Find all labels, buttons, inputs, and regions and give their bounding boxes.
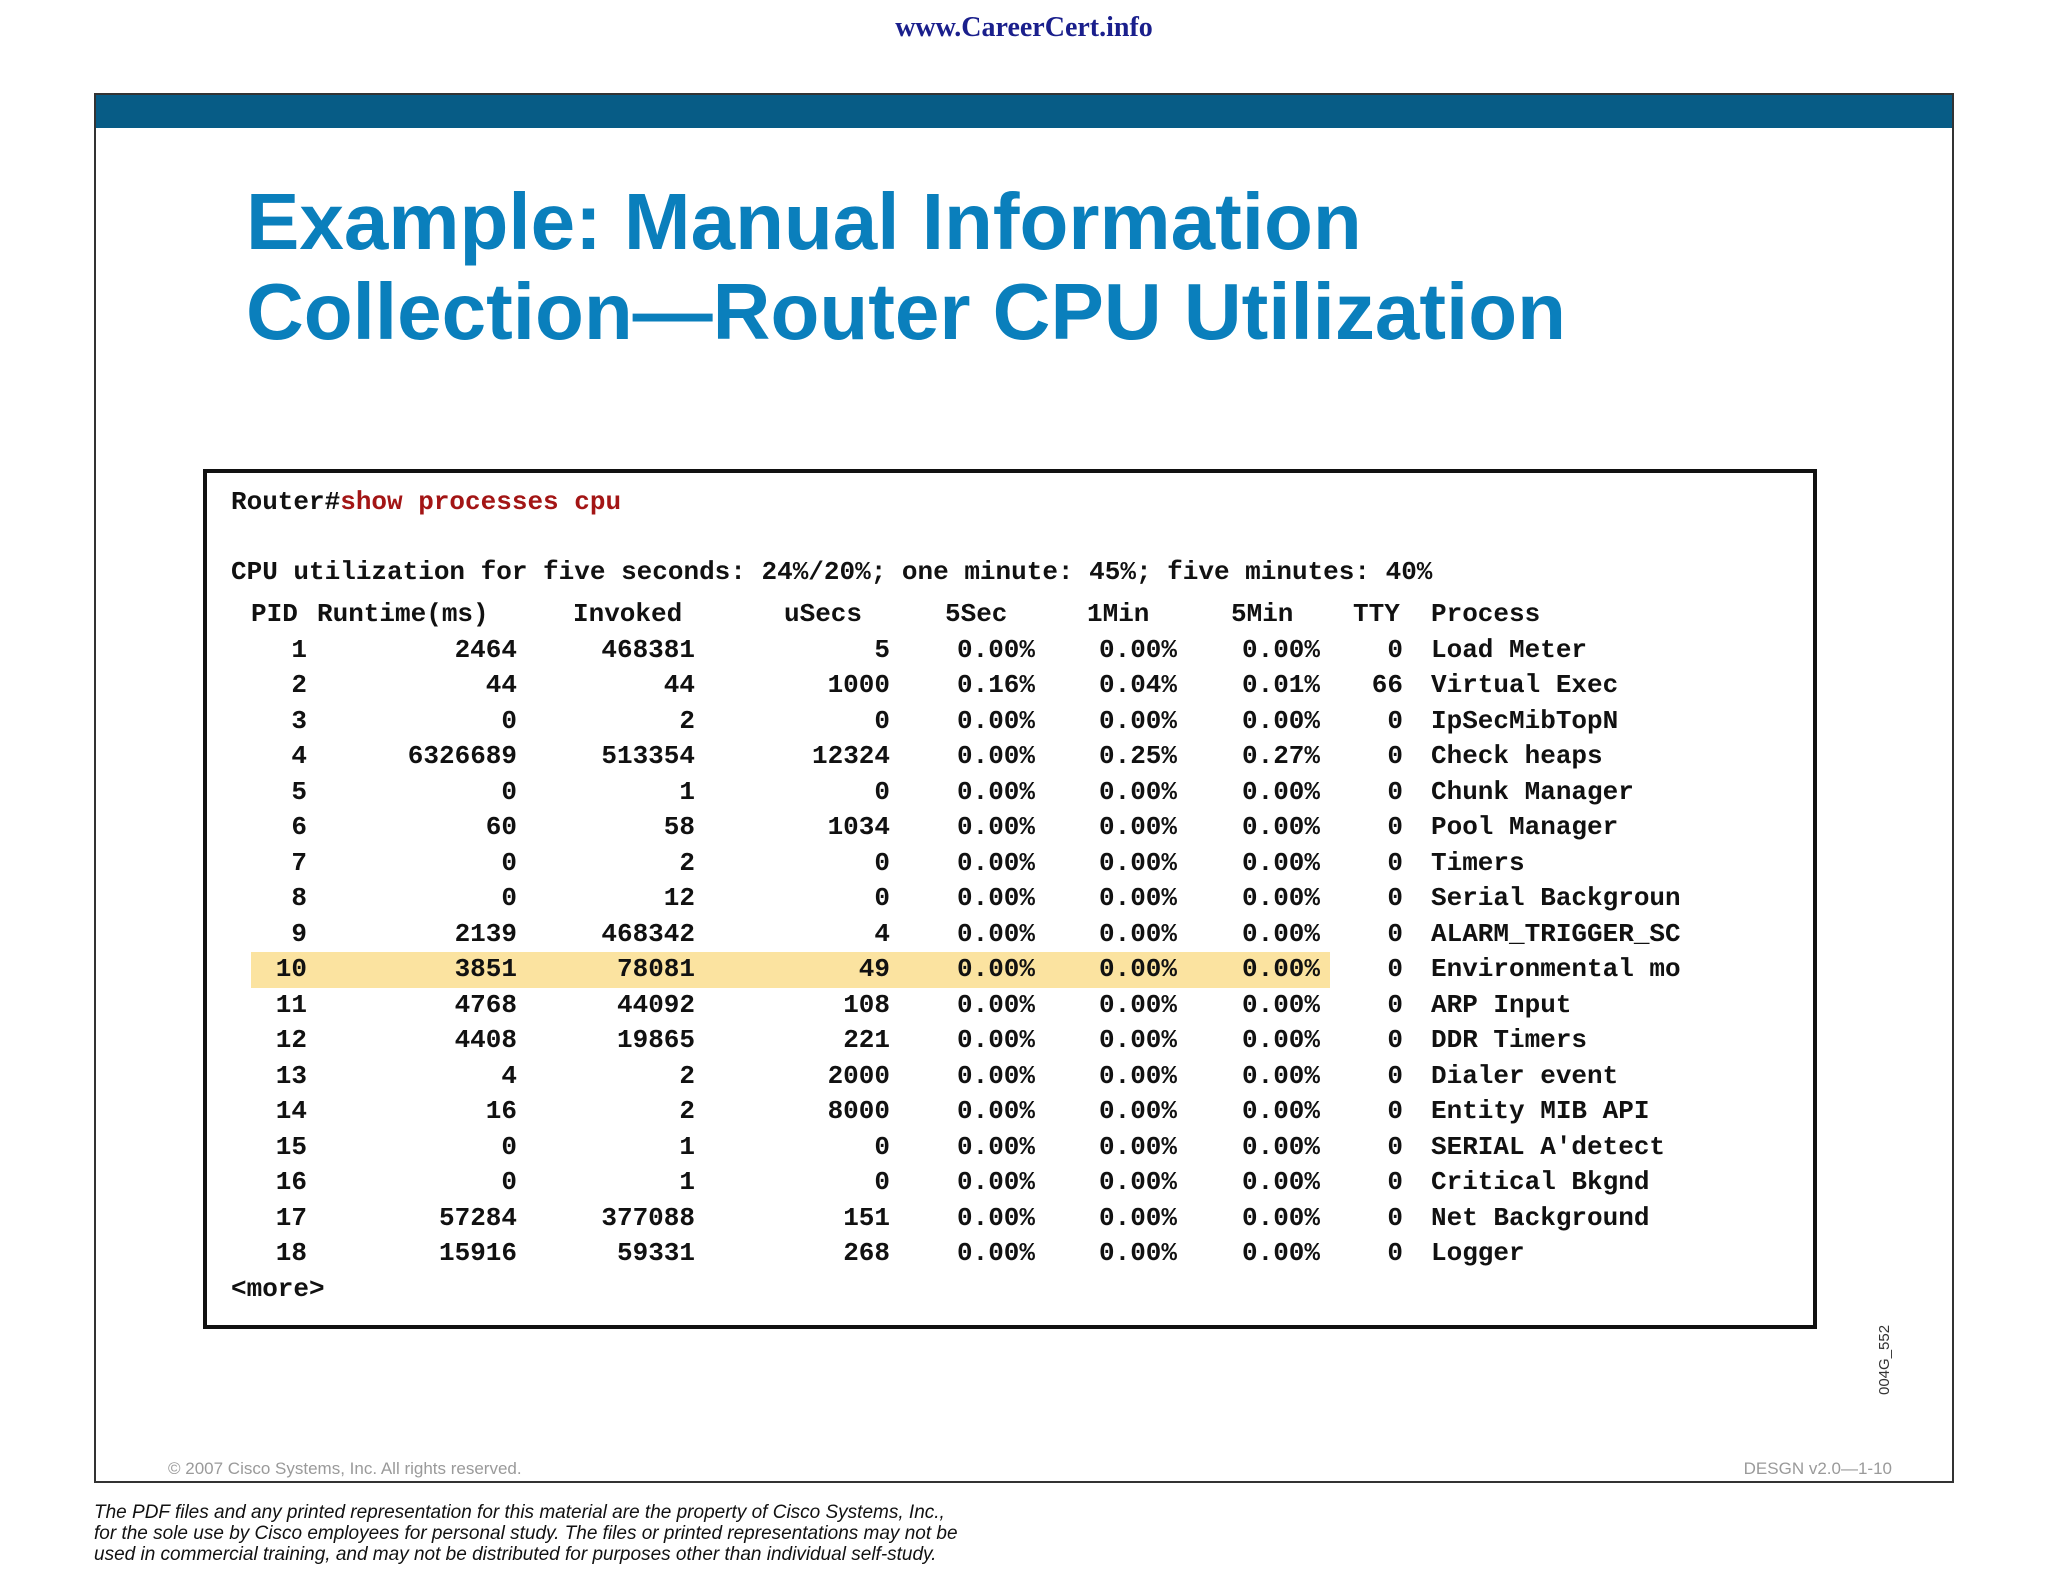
cell-5min: 0.00%	[1241, 989, 1320, 1020]
cell-invoked: 78081	[616, 954, 695, 984]
table-row	[207, 988, 1813, 1024]
cell-process: ALARM_TRIGGER_SC	[1431, 918, 1681, 949]
cell-usecs: 1034	[827, 812, 890, 842]
cell-tty: 0	[1387, 1131, 1403, 1162]
table-row	[207, 1201, 1813, 1237]
column-header-process: Process	[1431, 599, 1541, 629]
column-header-1min: 1Min	[1087, 599, 1150, 629]
slide-title-line1: Example: Manual Information	[246, 177, 1362, 266]
cell-runtime: 15916	[438, 1238, 517, 1268]
copyright: © 2007 Cisco Systems, Inc. All rights reserved.	[168, 1459, 522, 1478]
cell-1min: 0.00%	[1098, 1238, 1177, 1268]
cell-5sec: 0.00%	[956, 847, 1035, 878]
cell-usecs: 108	[843, 989, 890, 1020]
cell-process: Environmental mo	[1431, 954, 1681, 984]
cell-process: Load Meter	[1431, 634, 1588, 665]
cell-pid: 8	[291, 883, 307, 913]
cell-invoked: 44092	[616, 989, 695, 1020]
cell-invoked: 59331	[616, 1238, 695, 1268]
cell-process: Dialer event	[1431, 1060, 1619, 1091]
cell-tty: 0	[1387, 1167, 1403, 1197]
cpu-summary: CPU utilization for five seconds: 24%/20%; one minute: 45%; five minutes: 40%	[231, 557, 1433, 587]
cell-tty: 66	[1371, 670, 1403, 700]
cell-5min: 0.00%	[1241, 1025, 1320, 1055]
cell-invoked: 468342	[601, 918, 695, 949]
cell-process: ARP Input	[1431, 989, 1572, 1020]
column-header-invoked: Invoked	[573, 599, 683, 629]
cell-1min: 0.00%	[1098, 812, 1177, 842]
cell-1min: 0.00%	[1098, 954, 1177, 984]
table-row	[207, 1130, 1813, 1166]
cell-5sec: 0.00%	[956, 1131, 1035, 1162]
cell-usecs: 12324	[811, 741, 890, 771]
disclaimer-line: used in commercial training, and may not be distributed for purposes other than individual self-study.	[94, 1544, 937, 1565]
cell-5min: 0.00%	[1241, 954, 1320, 984]
cell-1min: 0.00%	[1098, 1167, 1177, 1197]
cell-usecs: 0	[874, 776, 890, 807]
cell-5sec: 0.00%	[956, 634, 1035, 665]
cell-process: Net Background	[1431, 1202, 1650, 1233]
cell-5sec: 0.00%	[956, 883, 1035, 913]
cell-tty: 0	[1387, 1238, 1403, 1268]
cell-5min: 0.00%	[1241, 1238, 1320, 1268]
cell-tty: 0	[1387, 989, 1403, 1020]
cell-5sec: 0.00%	[956, 918, 1035, 949]
command: show processes cpu	[340, 487, 622, 517]
cell-pid: 14	[275, 1096, 307, 1126]
table-row	[207, 775, 1813, 811]
cell-usecs: 268	[843, 1238, 890, 1268]
cell-5min: 0.00%	[1241, 1060, 1320, 1091]
cell-tty: 0	[1387, 705, 1403, 736]
column-header-pid: PID	[251, 599, 298, 629]
cell-1min: 0.00%	[1098, 776, 1177, 807]
cell-1min: 0.00%	[1098, 1025, 1177, 1055]
cell-pid: 1	[291, 634, 307, 665]
table-row	[207, 1023, 1813, 1059]
cell-process: Pool Manager	[1431, 812, 1619, 842]
disclaimer-line: The PDF files and any printed representation for this material are the property of Cisco Systems, Inc.,	[94, 1502, 945, 1523]
cell-tty: 0	[1387, 634, 1403, 665]
cell-usecs: 0	[874, 705, 890, 736]
cell-1min: 0.00%	[1098, 989, 1177, 1020]
cell-usecs: 2000	[827, 1060, 890, 1091]
command-line	[231, 487, 621, 517]
table-row	[207, 810, 1813, 846]
cell-tty: 0	[1387, 1025, 1403, 1055]
cell-usecs: 8000	[827, 1096, 890, 1126]
cell-process: Chunk Manager	[1431, 776, 1634, 807]
cell-pid: 5	[291, 776, 307, 807]
cell-5min: 0.00%	[1241, 1131, 1320, 1162]
cell-1min: 0.00%	[1098, 847, 1177, 878]
cell-1min: 0.25%	[1098, 741, 1177, 771]
more-prompt: <more>	[231, 1273, 325, 1304]
cell-5min: 0.00%	[1241, 634, 1320, 665]
column-header-5min: 5Min	[1231, 599, 1294, 629]
cell-invoked: 513354	[601, 741, 695, 771]
cell-5min: 0.00%	[1241, 776, 1320, 807]
cell-process: Logger	[1431, 1238, 1525, 1268]
cell-pid: 11	[275, 989, 307, 1020]
cell-runtime: 0	[501, 705, 517, 736]
cell-tty: 0	[1387, 741, 1403, 771]
cell-process: Serial Backgroun	[1431, 883, 1681, 913]
cell-1min: 0.04%	[1098, 670, 1177, 700]
slide-title	[246, 177, 1566, 357]
cell-5sec: 0.00%	[956, 954, 1035, 984]
cell-process: SERIAL A'detect	[1431, 1131, 1666, 1162]
cell-runtime: 3851	[454, 954, 517, 984]
cell-5sec: 0.00%	[956, 776, 1035, 807]
cell-1min: 0.00%	[1098, 883, 1177, 913]
cell-5min: 0.27%	[1241, 741, 1320, 771]
table-row	[207, 739, 1813, 775]
cell-usecs: 49	[858, 954, 890, 984]
cell-runtime: 2464	[454, 634, 517, 665]
cell-invoked: 377088	[601, 1202, 695, 1233]
slide	[94, 93, 1954, 1483]
cell-usecs: 221	[843, 1025, 890, 1055]
cell-runtime: 0	[501, 847, 517, 878]
cell-process: Timers	[1431, 847, 1525, 878]
terminal-output	[203, 469, 1817, 1329]
cell-pid: 17	[275, 1202, 307, 1233]
cell-5min: 0.00%	[1241, 705, 1320, 736]
cell-runtime: 16	[485, 1096, 517, 1126]
cell-usecs: 0	[874, 847, 890, 878]
column-header-usecs: uSecs	[784, 599, 863, 629]
cell-usecs: 1000	[827, 670, 890, 700]
cell-runtime: 6326689	[407, 741, 517, 771]
cell-usecs: 4	[874, 918, 890, 949]
cell-runtime: 4	[501, 1060, 517, 1091]
cell-invoked: 2	[679, 847, 695, 878]
table-header	[207, 597, 1813, 633]
figure-id: 004G_552	[1876, 1324, 1893, 1395]
cell-5sec: 0.00%	[956, 1167, 1035, 1197]
table-row	[207, 668, 1813, 704]
cell-invoked: 2	[679, 1096, 695, 1126]
cell-tty: 0	[1387, 776, 1403, 807]
cell-pid: 6	[291, 812, 307, 842]
cell-5min: 0.00%	[1241, 1167, 1320, 1197]
cell-tty: 0	[1387, 1202, 1403, 1233]
cell-pid: 18	[275, 1238, 307, 1268]
table-row	[207, 1236, 1813, 1272]
cell-5min: 0.00%	[1241, 1202, 1320, 1233]
cell-runtime: 0	[501, 1167, 517, 1197]
cell-5sec: 0.16%	[956, 670, 1035, 700]
cell-tty: 0	[1387, 954, 1403, 984]
cell-usecs: 0	[874, 883, 890, 913]
cell-process: IpSecMibTopN	[1431, 705, 1619, 736]
cell-invoked: 12	[663, 883, 695, 913]
cell-runtime: 0	[501, 883, 517, 913]
cell-runtime: 57284	[438, 1202, 517, 1233]
cell-runtime: 0	[501, 776, 517, 807]
cell-5min: 0.00%	[1241, 812, 1320, 842]
cell-runtime: 0	[501, 1131, 517, 1162]
cell-5sec: 0.00%	[956, 1060, 1035, 1091]
cell-pid: 15	[275, 1131, 307, 1162]
cell-5min: 0.00%	[1241, 918, 1320, 949]
cell-5sec: 0.00%	[956, 989, 1035, 1020]
cell-invoked: 2	[679, 1060, 695, 1091]
cell-invoked: 2	[679, 705, 695, 736]
table-row	[207, 704, 1813, 740]
cell-invoked: 58	[663, 812, 695, 842]
cell-1min: 0.00%	[1098, 918, 1177, 949]
cell-pid: 16	[275, 1167, 307, 1197]
cell-pid: 12	[275, 1025, 307, 1055]
cell-invoked: 1	[679, 1167, 695, 1197]
table-row	[207, 1165, 1813, 1201]
cell-tty: 0	[1387, 1060, 1403, 1091]
column-header-5sec: 5Sec	[945, 599, 1008, 629]
cell-1min: 0.00%	[1098, 1096, 1177, 1126]
table-row	[207, 1059, 1813, 1095]
cell-pid: 9	[291, 918, 307, 949]
table-row	[207, 846, 1813, 882]
cell-invoked: 468381	[601, 634, 695, 665]
prompt: Router#	[231, 487, 341, 517]
table-row	[207, 633, 1813, 669]
cell-process: Critical Bkgnd	[1431, 1167, 1650, 1197]
cell-tty: 0	[1387, 918, 1403, 949]
cell-5sec: 0.00%	[956, 1096, 1035, 1126]
cell-5sec: 0.00%	[956, 812, 1035, 842]
column-header-runtime: Runtime(ms)	[317, 599, 489, 629]
cell-1min: 0.00%	[1098, 634, 1177, 665]
cell-pid: 2	[291, 670, 307, 700]
cell-invoked: 19865	[616, 1025, 695, 1055]
disclaimer-line: for the sole use by Cisco employees for personal study. The files or printed representations may not be	[94, 1523, 958, 1544]
cell-5min: 0.00%	[1241, 883, 1320, 913]
disclaimer	[94, 1502, 1194, 1565]
cell-runtime: 2139	[454, 918, 517, 949]
cell-usecs: 0	[874, 1167, 890, 1197]
cell-tty: 0	[1387, 847, 1403, 878]
cell-pid: 7	[291, 847, 307, 878]
table-row	[207, 881, 1813, 917]
cell-5min: 0.00%	[1241, 1096, 1320, 1126]
cell-runtime: 60	[485, 812, 517, 842]
cell-5min: 0.01%	[1241, 670, 1320, 700]
cell-1min: 0.00%	[1098, 1131, 1177, 1162]
cell-process: DDR Timers	[1431, 1025, 1588, 1055]
cell-5sec: 0.00%	[956, 741, 1035, 771]
column-header-tty: TTY	[1353, 599, 1400, 629]
cell-pid: 13	[275, 1060, 307, 1091]
cell-usecs: 5	[874, 634, 890, 665]
cell-invoked: 44	[663, 670, 695, 700]
cell-tty: 0	[1387, 812, 1403, 842]
cell-invoked: 1	[679, 1131, 695, 1162]
cell-5sec: 0.00%	[956, 1025, 1035, 1055]
cell-runtime: 4408	[454, 1025, 517, 1055]
cell-process: Check heaps	[1431, 741, 1603, 771]
cell-pid: 3	[291, 705, 307, 736]
slide-title-line2: Collection—Router CPU Utilization	[246, 267, 1566, 356]
table-row	[207, 952, 1813, 988]
cell-pid: 4	[291, 741, 307, 771]
cell-runtime: 4768	[454, 989, 517, 1020]
cell-runtime: 44	[485, 670, 517, 700]
cell-process: Entity MIB API	[1431, 1096, 1650, 1126]
cell-usecs: 0	[874, 1131, 890, 1162]
cell-1min: 0.00%	[1098, 1060, 1177, 1091]
site-url: www.CareerCert.info	[895, 12, 1153, 43]
cell-tty: 0	[1387, 1096, 1403, 1126]
cell-1min: 0.00%	[1098, 705, 1177, 736]
cell-5min: 0.00%	[1241, 847, 1320, 878]
cell-5sec: 0.00%	[956, 705, 1035, 736]
table-row	[207, 1094, 1813, 1130]
cell-process: Virtual Exec	[1431, 670, 1619, 700]
cell-5sec: 0.00%	[956, 1238, 1035, 1268]
cell-pid: 10	[275, 954, 307, 984]
cell-5sec: 0.00%	[956, 1202, 1035, 1233]
cell-usecs: 151	[843, 1202, 890, 1233]
table-row	[207, 917, 1813, 953]
cell-invoked: 1	[679, 776, 695, 807]
slide-header-bar	[96, 95, 1952, 128]
cell-tty: 0	[1387, 883, 1403, 913]
cell-1min: 0.00%	[1098, 1202, 1177, 1233]
course-version: DESGN v2.0—1-10	[1743, 1459, 1892, 1478]
